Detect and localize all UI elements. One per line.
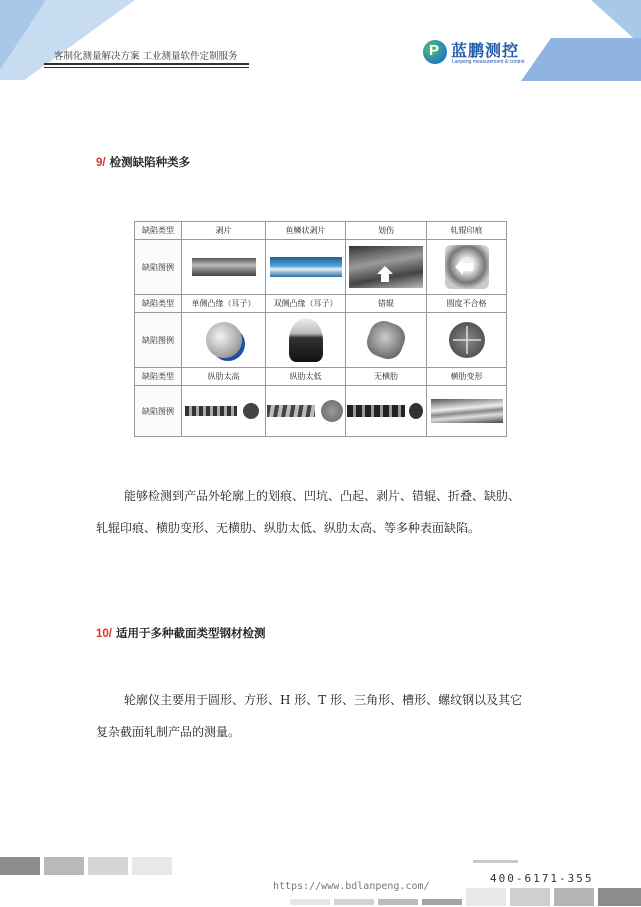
defect-image-roll-mismatch <box>363 317 409 363</box>
header-decoration-right-lower <box>521 38 641 81</box>
footer-block <box>0 857 40 875</box>
footer-block <box>554 888 594 906</box>
defect-type-cell: 纵肋太低 <box>266 368 346 386</box>
footer-block <box>44 857 84 875</box>
company-logo <box>423 38 523 70</box>
footer-bottom-block <box>378 899 418 905</box>
footer-bottom-block <box>334 899 374 905</box>
defect-type-cell: 划伤 <box>346 222 427 240</box>
defect-image-cell <box>182 386 266 437</box>
defect-type-cell: 圆度不合格 <box>427 295 507 313</box>
footer-block <box>132 857 172 875</box>
defect-image-cell <box>182 240 266 295</box>
defect-image-high-rib <box>185 401 263 421</box>
logo-mark-letter: P <box>429 42 440 59</box>
paragraph-line: 轮廓仪主要用于圆形、方形、H 形、T 形、三角形、槽形、螺纹钢以及其它 <box>124 693 523 707</box>
type-label-cell: 缺陷类型 <box>135 368 182 386</box>
logo-text: 蓝鹏测控 <box>451 41 520 60</box>
type-label-cell: 缺陷类型 <box>135 222 182 240</box>
footer-block <box>510 888 550 906</box>
defect-type-cell: 双侧凸缘（耳子） <box>266 295 346 313</box>
footer-bottom-block <box>290 899 330 905</box>
defect-image-rib-deformation <box>431 399 503 423</box>
footer-block <box>598 888 641 906</box>
table-row <box>135 222 507 240</box>
defect-image-double-fin <box>289 318 323 362</box>
defect-type-cell: 鱼鳞状剥片 <box>266 222 346 240</box>
footer-block <box>88 857 128 875</box>
defect-image-low-rib <box>267 399 345 423</box>
arrow-icon <box>445 245 489 289</box>
defect-image-cell <box>346 240 427 295</box>
defect-image-cell <box>266 313 346 368</box>
defect-type-cell: 错辊 <box>346 295 427 313</box>
defect-image-no-transverse-rib <box>347 400 425 422</box>
footer-bottom-block <box>422 899 462 905</box>
table-row <box>135 386 507 437</box>
image-label-cell: 缺陷图例 <box>135 313 182 368</box>
defect-image-single-fin <box>206 322 242 358</box>
table-row <box>135 240 507 295</box>
section-10-paragraph <box>96 684 522 748</box>
section-10-heading: 适用于多种截面类型钢材检测 <box>116 626 266 640</box>
header-rule-thin <box>44 67 249 68</box>
image-label-cell: 缺陷图例 <box>135 386 182 437</box>
image-label-cell: 缺陷图例 <box>135 240 182 295</box>
defect-image-cell <box>346 313 427 368</box>
header-rule <box>44 63 249 65</box>
footer-block <box>466 888 506 906</box>
logo-subtitle: Lanpeng measurement & control <box>452 59 525 65</box>
defect-image-cell <box>427 240 507 295</box>
header-tagline: 客制化测量解决方案 工业测量软件定制服务 <box>54 51 238 62</box>
defect-image-cell <box>182 313 266 368</box>
defect-image-cell <box>266 386 346 437</box>
defect-image-cell <box>427 386 507 437</box>
defect-image-scale-flaking <box>270 257 342 277</box>
defect-type-cell: 无横肋 <box>346 368 427 386</box>
section-10-title <box>96 625 266 641</box>
paragraph-line: 能够检测到产品外轮廓上的划痕、凹坑、凸起、剥片、错辊、折叠、缺肋、 <box>124 489 521 503</box>
arrow-icon <box>349 246 423 288</box>
defect-image-flaking <box>192 258 256 276</box>
defect-image-out-of-round <box>449 322 485 358</box>
section-9-paragraph <box>96 480 520 544</box>
footer-phone: 400-6171-355 <box>490 872 594 885</box>
defect-image-cell <box>346 386 427 437</box>
section-9-number: 9/ <box>96 157 106 169</box>
section-9-heading: 检测缺陷种类多 <box>109 155 191 169</box>
type-label-cell: 缺陷类型 <box>135 295 182 313</box>
cross-mark-icon <box>449 322 485 358</box>
section-9-title <box>96 154 190 170</box>
defect-type-cell: 单侧凸缘（耳子） <box>182 295 266 313</box>
defect-type-cell: 纵肋太高 <box>182 368 266 386</box>
defect-type-cell: 横肋变形 <box>427 368 507 386</box>
defect-type-cell: 轧辊印痕 <box>427 222 507 240</box>
footer-url: https://www.bdlanpeng.com/ <box>273 881 430 892</box>
defect-image-cell <box>266 240 346 295</box>
paragraph-line: 复杂截面轧制产品的测量。 <box>96 725 241 739</box>
paragraph-line: 轧辊印痕、横肋变形、无横肋、纵肋太低、纵肋太高、等多种表面缺陷。 <box>96 521 481 535</box>
section-10-number: 10/ <box>96 628 112 640</box>
table-row <box>135 295 507 313</box>
defect-image-cell <box>427 313 507 368</box>
footer-rule <box>473 860 518 863</box>
defect-image-scratch <box>349 246 423 288</box>
defect-table <box>134 221 507 437</box>
defect-type-cell: 剥片 <box>182 222 266 240</box>
table-row <box>135 313 507 368</box>
table-row <box>135 368 507 386</box>
defect-image-roll-mark <box>445 245 489 289</box>
